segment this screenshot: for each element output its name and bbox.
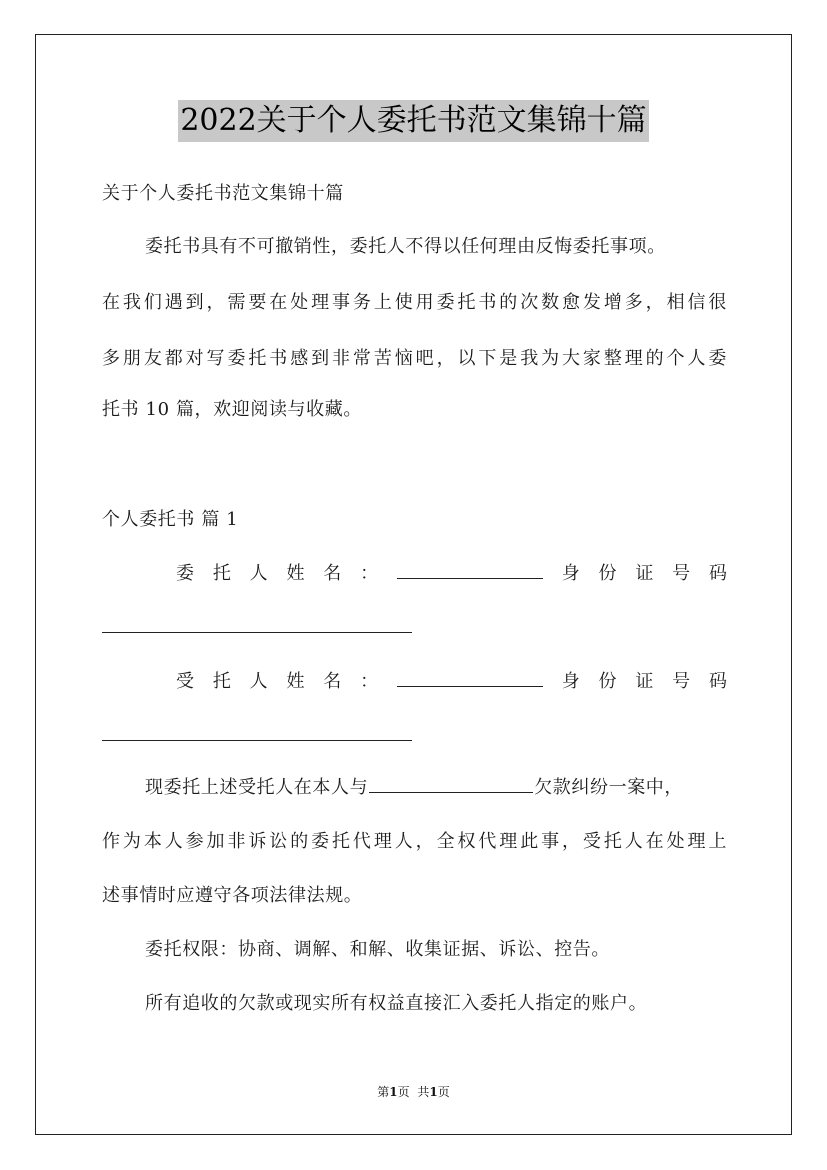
principal-label-char: 名 [323, 563, 342, 584]
principal-id-char: 码 [708, 563, 727, 584]
agent-label-char: 名 [323, 671, 342, 692]
agent-label-char: ： [360, 671, 379, 692]
agent-id-blank[interactable] [102, 740, 412, 741]
principal-name-row [176, 562, 727, 586]
agent-id-char: 份 [598, 671, 617, 692]
agent-id-char: 码 [708, 671, 727, 692]
body-line-3: 述事情时应遵守各项法律法规。 [102, 885, 363, 906]
agent-label-char: 人 [249, 671, 268, 692]
intro-line-1: 委托书具有不可撤销性，委托人不得以任何理由反悔委托事项。 [145, 236, 666, 257]
principal-id-char: 号 [672, 563, 691, 584]
principal-id-char: 证 [635, 563, 654, 584]
body-line-1 [145, 776, 727, 800]
agent-id-char: 证 [635, 671, 654, 692]
intro-line-2: 在我们遇到，需要在处理事务上使用委托书的次数愈发增多，相信很 [102, 292, 727, 313]
document-subtitle: 关于个人委托书范文集锦十篇 [102, 183, 344, 204]
body-line-2: 作为本人参加非诉讼的委托代理人，全权代理此事，受托人在处理上 [102, 831, 727, 852]
footer-page-prefix: 第 [377, 1085, 390, 1099]
authority-line: 委托权限：协商、调解、和解、收集证据、诉讼、控告。 [145, 939, 610, 960]
agent-id-char: 号 [672, 671, 691, 692]
agent-name-row [176, 670, 727, 694]
footer-total-prefix: 共 [417, 1085, 430, 1099]
principal-label-char: 姓 [286, 563, 305, 584]
principal-name-blank[interactable] [397, 564, 543, 579]
principal-label-char: 人 [249, 563, 268, 584]
principal-id-char: 份 [598, 563, 617, 584]
agent-name-blank[interactable] [397, 672, 543, 687]
principal-label-char: 委 [176, 563, 194, 584]
footer-total-number: 1 [429, 1085, 438, 1099]
intro-line-3: 多朋友都对写委托书感到非常苦恼吧，以下是我为大家整理的个人委 [102, 348, 727, 369]
principal-label-char: 托 [212, 563, 231, 584]
debt-party-blank[interactable] [369, 778, 533, 793]
agent-label-char: 受 [176, 671, 194, 692]
page-footer [0, 1084, 827, 1100]
body-line-1-end: 欠款纠纷一案中， [534, 777, 684, 798]
section-heading: 个人委托书 篇 1 [102, 509, 239, 530]
principal-id-char: 身 [561, 563, 580, 584]
principal-id-blank[interactable] [102, 632, 412, 633]
intro-line-4: 托书 10 篇，欢迎阅读与收藏。 [102, 399, 362, 420]
document-title: 2022关于个人委托书范文集锦十篇 [178, 100, 648, 142]
body-line-1-start: 现委托上述受托人在本人与 [145, 777, 369, 798]
footer-page-number: 1 [389, 1085, 398, 1099]
footer-total-suffix: 页 [437, 1085, 450, 1099]
payment-line: 所有追收的欠款或现实所有权益直接汇入委托人指定的账户。 [145, 993, 648, 1014]
agent-id-char: 身 [561, 671, 580, 692]
principal-label-char: ： [360, 563, 379, 584]
footer-page-suffix: 页 [397, 1085, 410, 1099]
agent-label-char: 托 [212, 671, 231, 692]
agent-label-char: 姓 [286, 671, 305, 692]
title-container [0, 100, 827, 142]
